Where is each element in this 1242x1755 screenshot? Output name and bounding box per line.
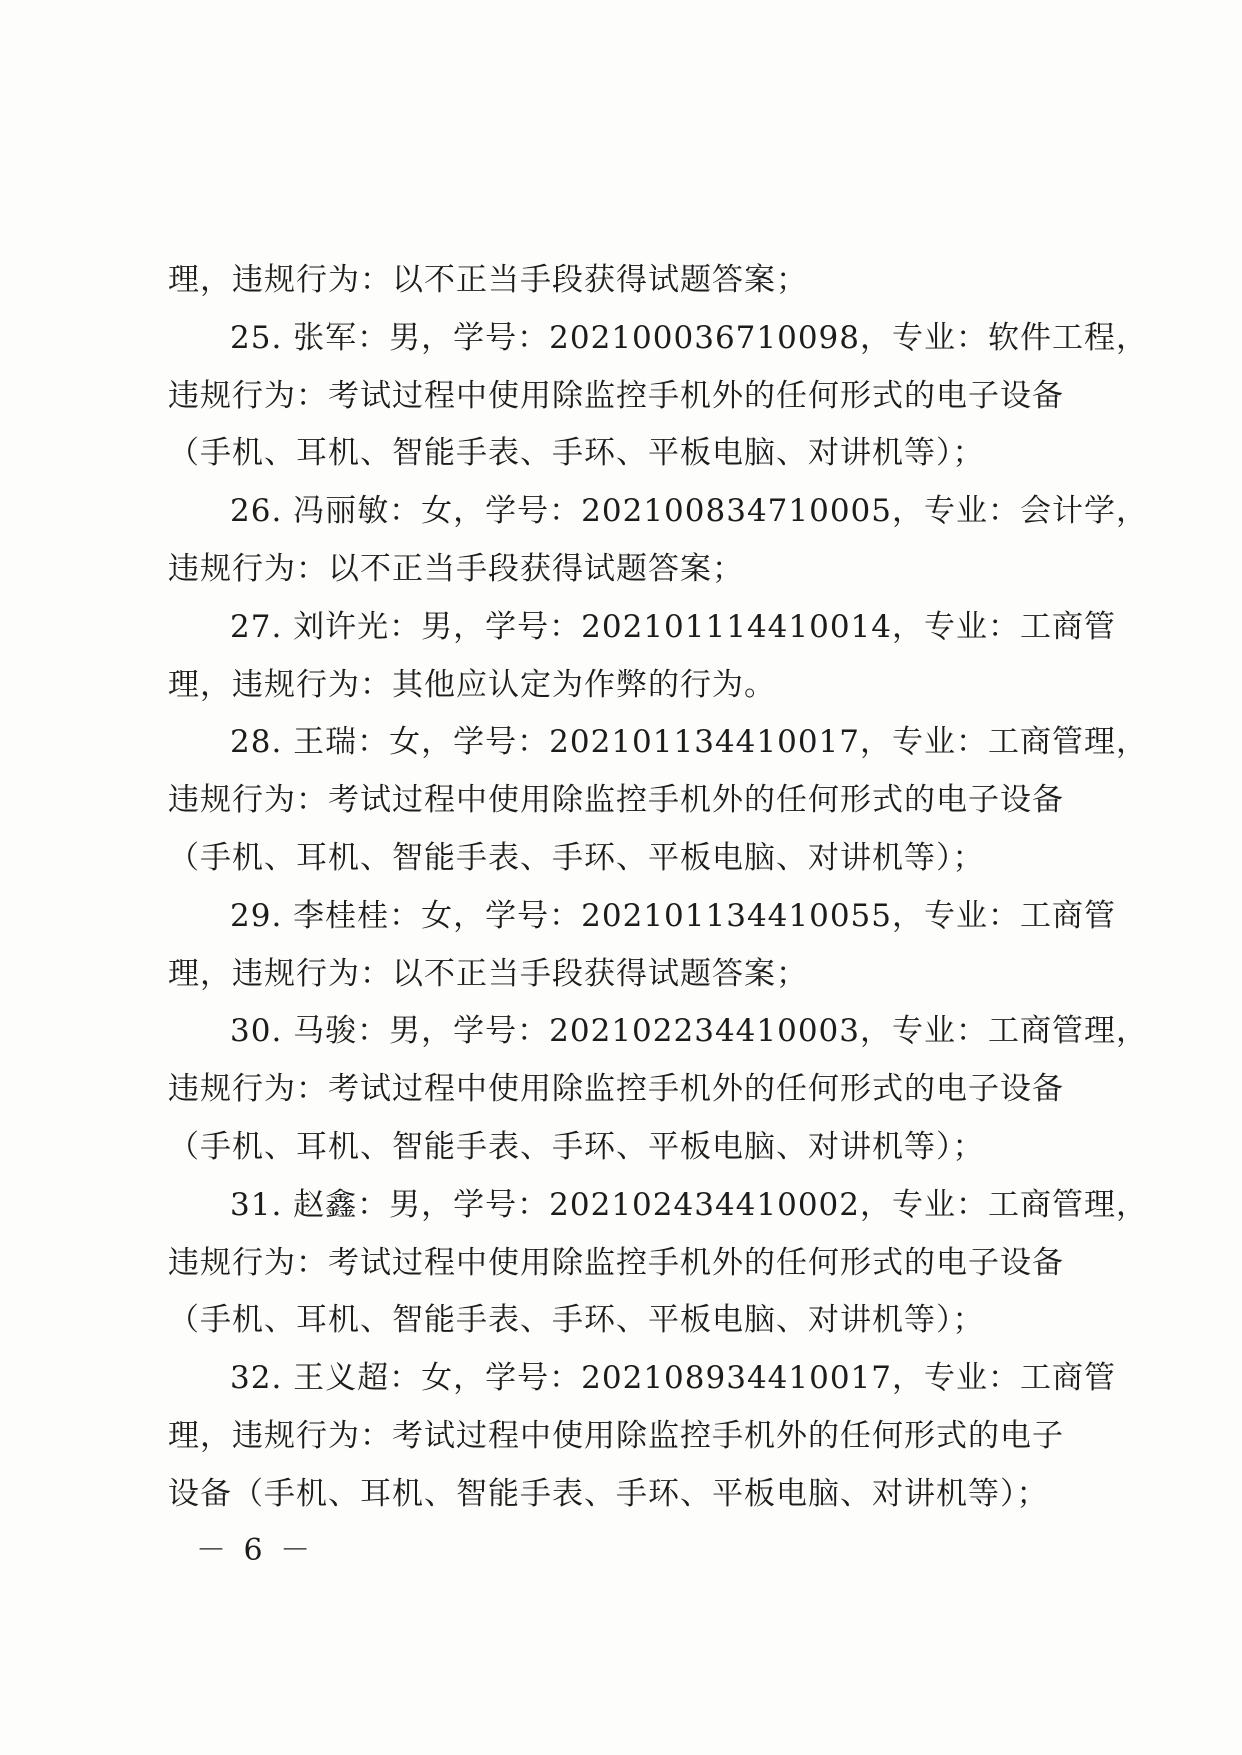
text-line: （手机、耳机、智能手表、手环、平板电脑、对讲机等）； bbox=[168, 1302, 985, 1339]
text-line: （手机、耳机、智能手表、手环、平板电脑、对讲机等）； bbox=[168, 435, 985, 472]
text-line: 违规行为：以不正当手段获得试题答案； bbox=[168, 550, 744, 587]
page-number: － 6 － bbox=[196, 1533, 315, 1568]
text-line: （手机、耳机、智能手表、手环、平板电脑、对讲机等）； bbox=[168, 1128, 985, 1165]
text-line: 27. 刘许光：男，学号：202101114410014，专业：工商管 bbox=[230, 608, 1116, 645]
text-line: 32. 王义超：女，学号：202108934410017，专业：工商管 bbox=[230, 1360, 1116, 1397]
text-line: 31. 赵鑫：男，学号：202102434410002，专业：工商管理， bbox=[230, 1186, 1148, 1223]
text-line: （手机、耳机、智能手表、手环、平板电脑、对讲机等）； bbox=[168, 839, 985, 876]
text-line: 30. 马骏：男，学号：202102234410003，专业：工商管理， bbox=[230, 1013, 1148, 1050]
text-line: 28. 王瑞：女，学号：202101134410017，专业：工商管理， bbox=[230, 724, 1148, 761]
text-line: 违规行为：考试过程中使用除监控手机外的任何形式的电子设备 bbox=[168, 377, 1064, 414]
text-line: 25. 张军：男，学号：202100036710098，专业：软件工程， bbox=[230, 319, 1148, 356]
text-line: 26. 冯丽敏：女，学号：202100834710005，专业：会计学， bbox=[230, 493, 1148, 530]
text-line: 理，违规行为：以不正当手段获得试题答案； bbox=[168, 262, 808, 298]
text-line: 违规行为：考试过程中使用除监控手机外的任何形式的电子设备 bbox=[168, 1071, 1064, 1108]
text-line: 理，违规行为：考试过程中使用除监控手机外的任何形式的电子 bbox=[168, 1417, 1064, 1454]
text-line: 违规行为：考试过程中使用除监控手机外的任何形式的电子设备 bbox=[168, 1244, 1064, 1281]
text-line: 理，违规行为：以不正当手段获得试题答案； bbox=[168, 955, 808, 992]
text-line: 设备（手机、耳机、智能手表、手环、平板电脑、对讲机等）； bbox=[168, 1475, 1049, 1512]
document-body bbox=[168, 252, 1148, 1524]
text-line: 理，违规行为：其他应认定为作弊的行为。 bbox=[168, 666, 776, 703]
text-line: 违规行为：考试过程中使用除监控手机外的任何形式的电子设备 bbox=[168, 782, 1064, 819]
text-line: 29. 李桂桂：女，学号：202101134410055，专业：工商管 bbox=[230, 897, 1116, 934]
